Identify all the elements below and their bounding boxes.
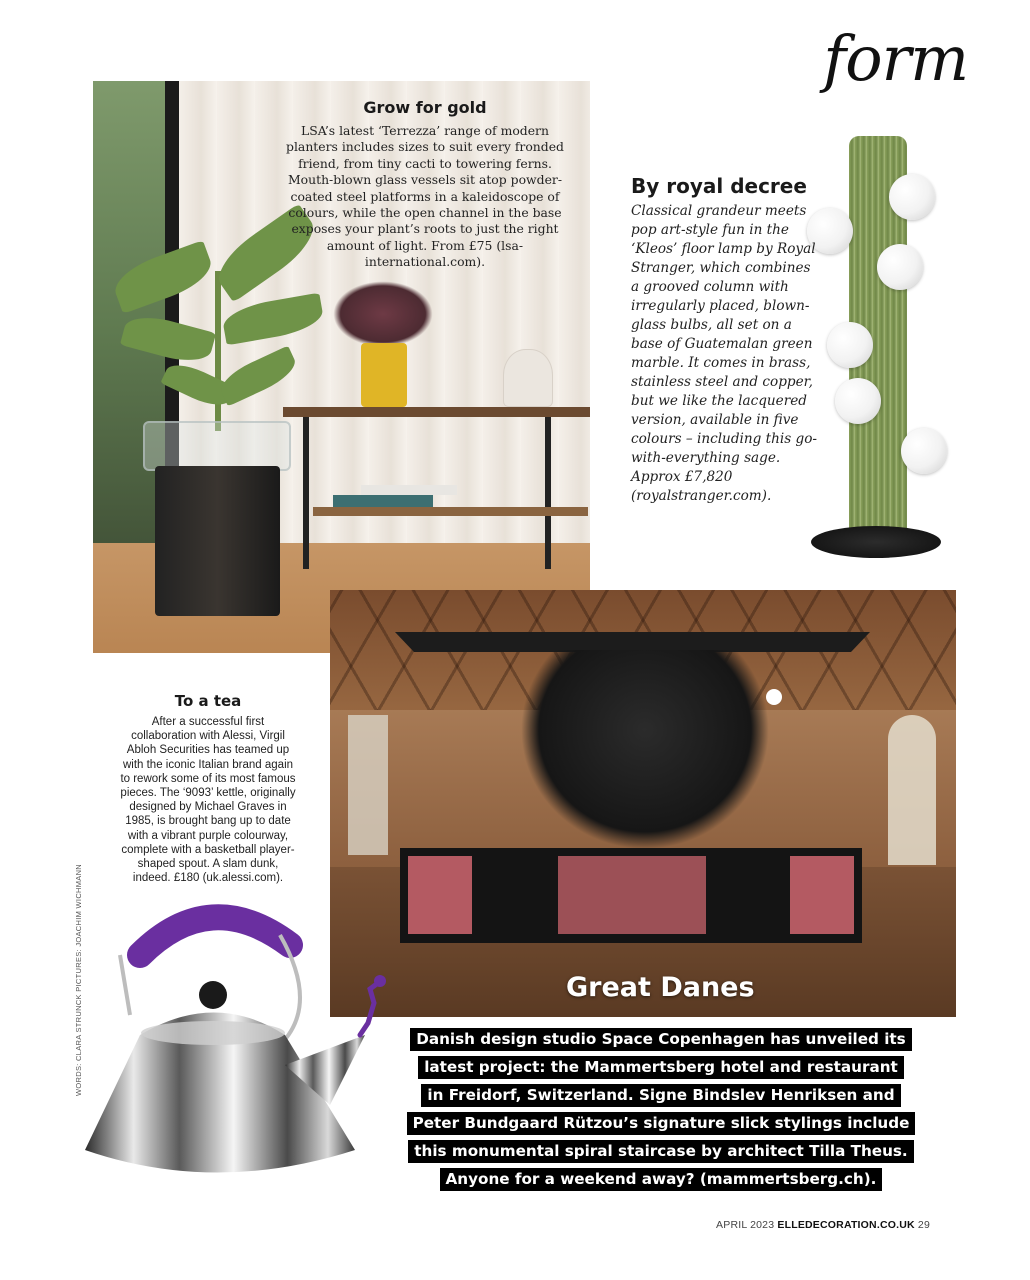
section-title: form xyxy=(823,22,968,95)
grow-for-gold-heading: Grow for gold xyxy=(363,98,487,117)
grow-for-gold-block xyxy=(276,98,574,271)
footer-issue: APRIL 2023 xyxy=(716,1219,775,1231)
great-danes-line-4: Peter Bundgaard Rützou’s signature slick stylings include xyxy=(407,1112,916,1135)
to-a-tea-body: After a successful first collaboration with Alessi, Virgil Abloh Securities has teamed up with the iconic Italian brand again to rework some of its most famous pieces. The ‘9093’ kettle, originally designed by Michael Graves in 1985, is brought bang up to date with a vibrant purple colourway, complete with a basketball player-shaped spout. A slam dunk, indeed. £180 (uk.alessi.com). xyxy=(120,716,296,885)
by-royal-decree-body: Classical grandeur meets pop art-style fun in the ‘Kleos’ floor lamp by Royal Stranger, which combines a grooved column with irregularly placed, blown-glass bulbs, all set on a base of Guatemalan green marble. It comes in brass, stainless steel and copper, but we like the lacquered version, available in five colours – including this go-with-everything sage. Approx £7,820 (royalstranger.com). xyxy=(631,203,817,504)
by-royal-decree-heading: By royal decree xyxy=(631,174,807,198)
great-danes-caption xyxy=(396,1028,926,1196)
lamp-photo xyxy=(805,136,955,561)
page-footer xyxy=(716,1219,930,1231)
by-royal-decree-block xyxy=(631,174,821,506)
to-a-tea-heading: To a tea xyxy=(174,692,242,710)
page-number: 29 xyxy=(917,1219,930,1231)
kettle-photo xyxy=(80,895,400,1185)
great-danes-heading: Great Danes xyxy=(566,972,755,1003)
great-danes-line-1: Danish design studio Space Copenhagen has unveiled its xyxy=(410,1028,911,1051)
footer-site-link[interactable]: ELLEDECORATION.CO.UK xyxy=(777,1219,915,1231)
to-a-tea-block xyxy=(118,692,298,885)
photo-credits: WORDS: CLARA STRUNCK PICTURES: JOACHIM WICHMANN xyxy=(74,863,83,1096)
great-danes-line-6: Anyone for a weekend away? (mammertsberg.ch). xyxy=(440,1168,883,1191)
great-danes-line-2: latest project: the Mammertsberg hotel and restaurant xyxy=(418,1056,904,1079)
great-danes-line-5: this monumental spiral staircase by architect Tilla Theus. xyxy=(408,1140,913,1163)
grow-for-gold-body: LSA’s latest ‘Terrezza’ range of modern planters includes sizes to suit every fronded friend, from tiny cacti to towering ferns. Mouth-blown glass vessels sit atop powder-coated steel platforms in a kaleidoscope of colours, while the open channel in the base exposes your plant’s roots to just the right amount of light. From £75 (lsa-international.com). xyxy=(286,123,564,270)
great-danes-line-3: in Freidorf, Switzerland. Signe Bindslev Henriksen and xyxy=(421,1084,900,1107)
staircase-photo xyxy=(330,590,956,1017)
